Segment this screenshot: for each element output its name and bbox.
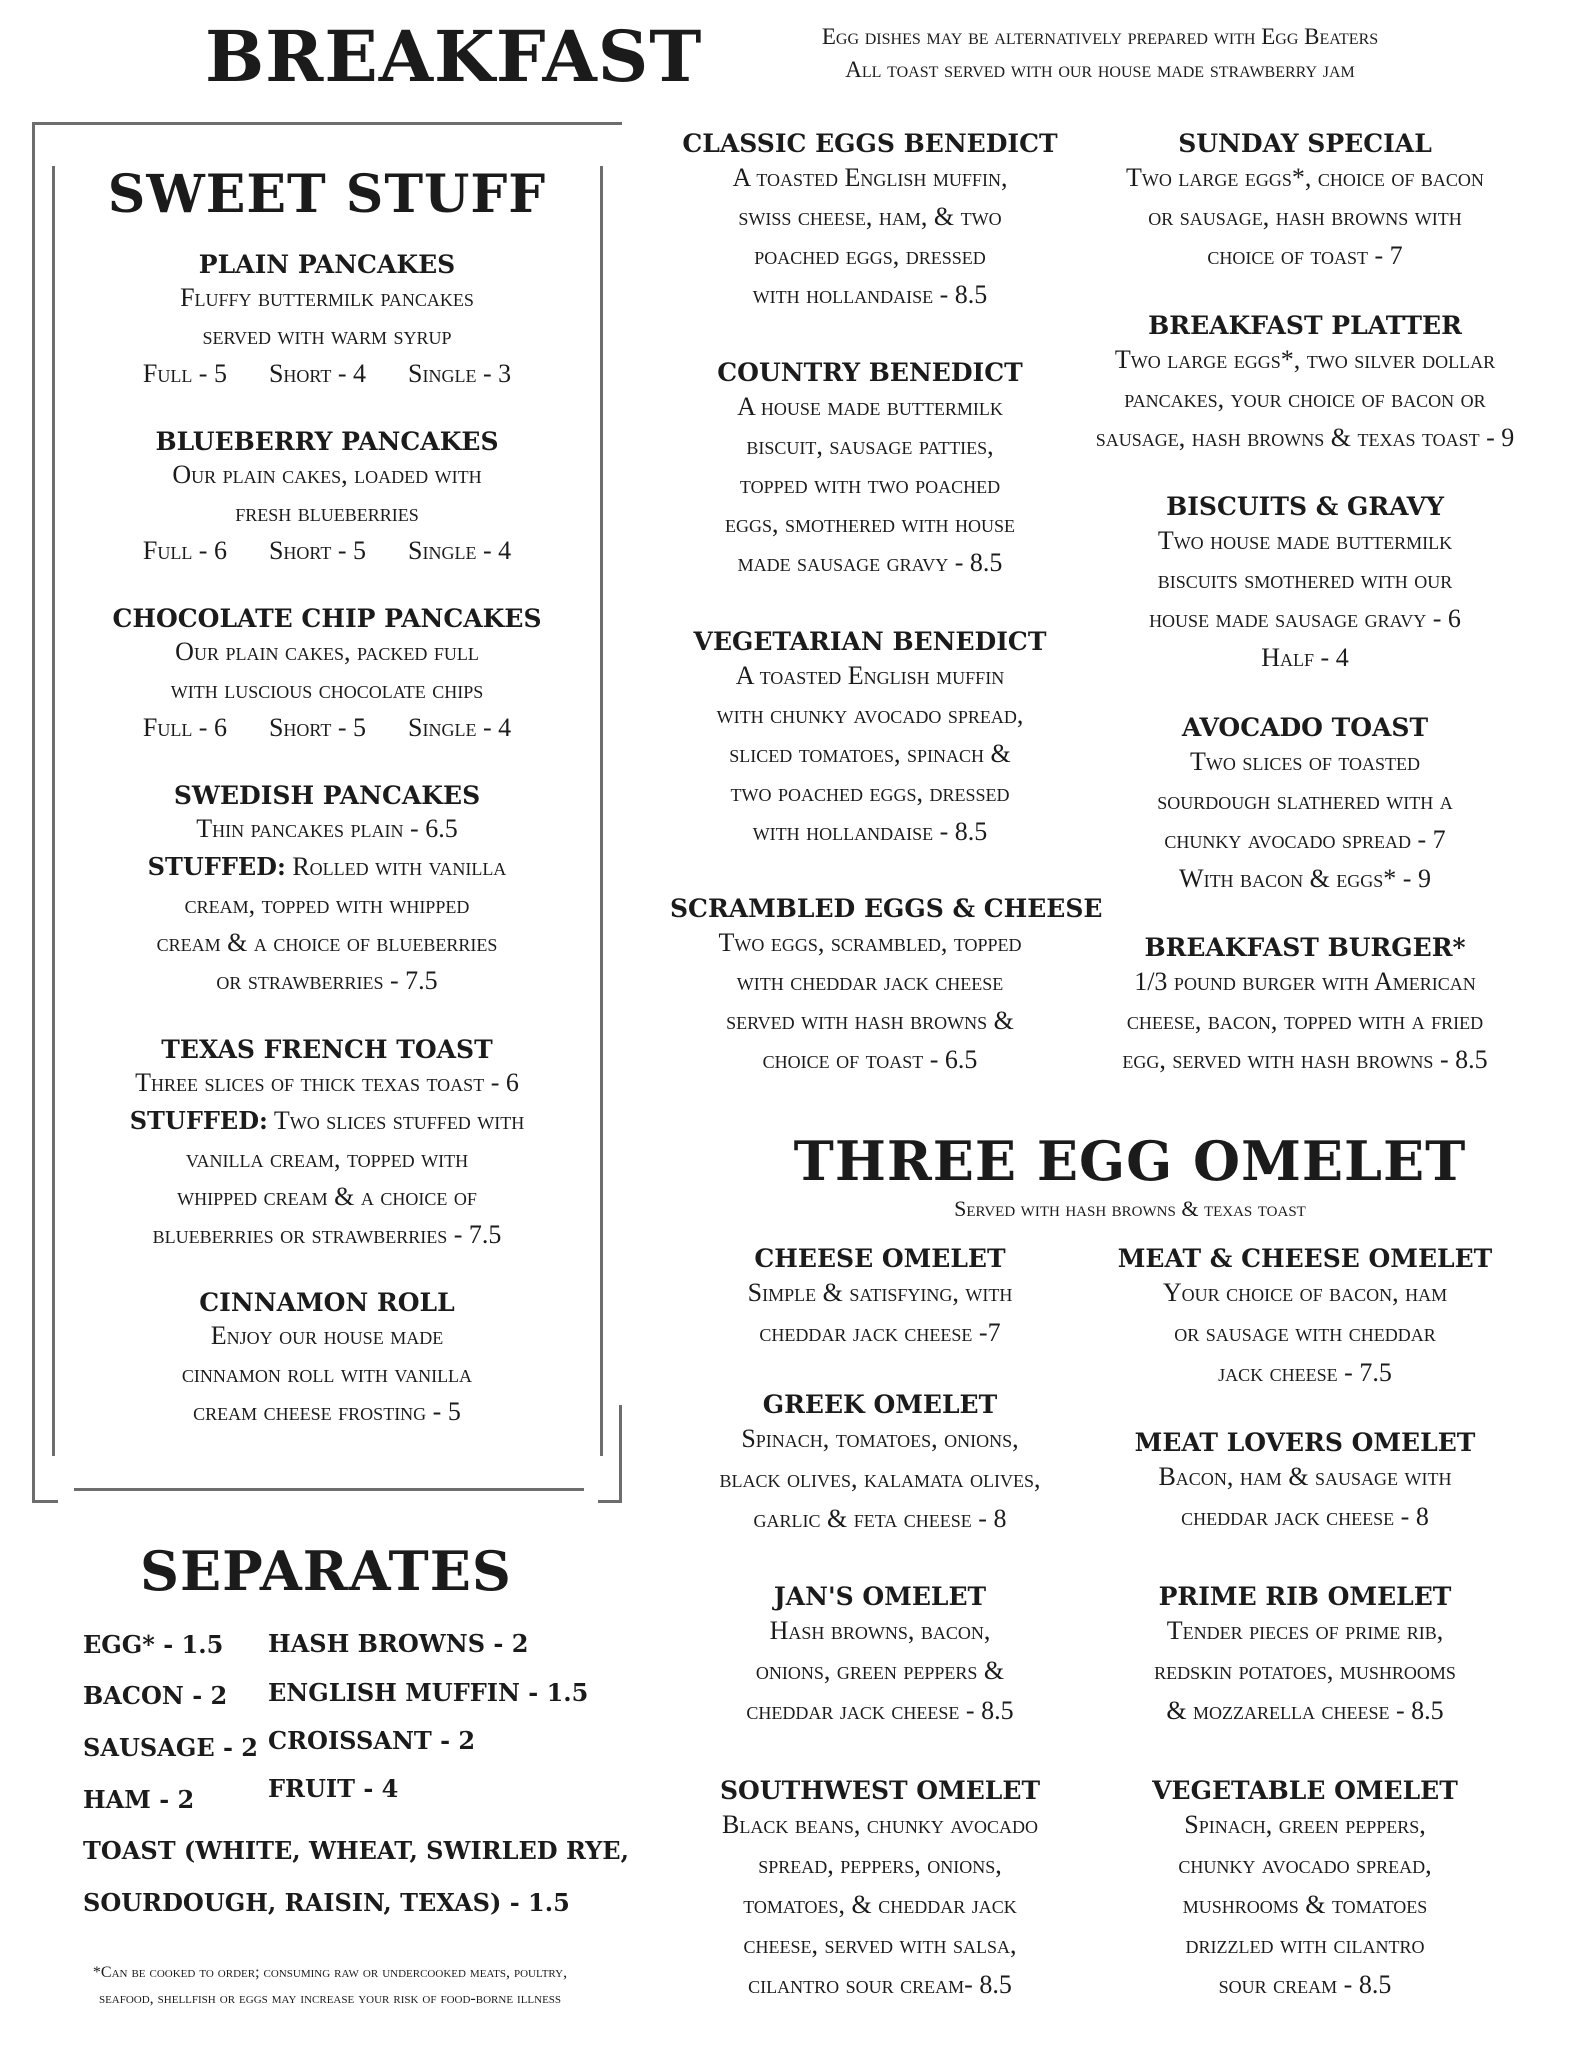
separate-item: EGG* - 1.5 <box>83 1630 224 1659</box>
item-description: Three slices of thick texas toast - 6 STUFFED: Two slices stuffed with vanilla cream, topped with whipped cream & a choice of blueberries or strawberries - 7.5 <box>129 1068 525 1249</box>
frame-line <box>598 1500 622 1503</box>
menu-item-meat-lovers-omelet <box>1090 1428 1520 1537</box>
menu-item-classic-eggs-benedict <box>670 129 1070 314</box>
omelet-section-title: THREE EGG OMELET <box>793 1129 1467 1193</box>
item-name: AVOCADO TOAST <box>1181 713 1429 742</box>
item-description: Simple & satisfying, with cheddar jack cheese -7 <box>747 1278 1013 1347</box>
separate-toast: SOURDOUGH, RAISIN, TEXAS) - 1.5 <box>83 1888 570 1917</box>
item-name: BLUEBERRY PANCAKES <box>155 427 499 456</box>
item-description: Hash browns, bacon, onions, green peppers & cheddar jack cheese - 8.5 <box>746 1616 1014 1725</box>
menu-item-swedish-pancakes <box>52 781 602 1000</box>
menu-item-chocolate-chip-pancakes <box>52 604 602 747</box>
frame-line <box>32 122 622 125</box>
menu-item-country-benedict <box>670 358 1070 582</box>
menu-item-blueberry-pancakes <box>52 427 602 570</box>
item-description: Two large eggs*, two silver dollar pancakes, your choice of bacon or sausage, hash browns & texas toast - 9 <box>1095 345 1515 452</box>
item-description: Our plain cakes, packed full with luscious chocolate chips Full - 6 Short - 5 Single - 4 <box>142 637 512 742</box>
header-note: Egg dishes may be alternatively prepared with Egg Beaters <box>821 24 1379 49</box>
menu-item-plain-pancakes <box>52 250 602 393</box>
item-name: BREAKFAST PLATTER <box>1148 311 1462 340</box>
menu-item-meat-cheese-omelet <box>1090 1244 1520 1393</box>
item-name: COUNTRY BENEDICT <box>717 358 1023 387</box>
item-name: GREEK OMELET <box>762 1390 998 1419</box>
menu-item-breakfast-burger <box>1060 933 1550 1079</box>
item-name: CLASSIC EGGS BENEDICT <box>682 129 1058 158</box>
footnote-line: *Can be cooked to order; consuming raw or undercooked meats, poultry, <box>92 1964 568 1981</box>
item-description: Fluffy buttermilk pancakes served with warm syrup Full - 5 Short - 4 Single - 3 <box>142 283 512 388</box>
menu-item-southwest-omelet <box>680 1776 1080 2005</box>
item-description: Black beans, chunky avocado spread, peppers, onions, tomatoes, & cheddar jack cheese, served with salsa, cilantro sour cream- 8.5 <box>721 1810 1039 1999</box>
frame-line <box>32 122 35 1502</box>
item-description: Two large eggs*, choice of bacon or sausage, hash browns with choice of toast - 7 <box>1126 163 1484 270</box>
item-name: PRIME RIB OMELET <box>1158 1582 1452 1611</box>
omelet-section-subtitle: Served with hash browns & texas toast <box>954 1196 1306 1221</box>
header-notes <box>700 20 1500 86</box>
menu-item-jans-omelet <box>680 1582 1080 1731</box>
item-description: Our plain cakes, loaded with fresh blueberries Full - 6 Short - 5 Single - 4 <box>142 460 512 565</box>
menu-item-greek-omelet <box>680 1390 1080 1539</box>
item-name: CHEESE OMELET <box>754 1244 1006 1273</box>
item-description: Spinach, tomatoes, onions, black olives, kalamata olives, garlic & feta cheese - 8 <box>719 1424 1041 1533</box>
menu-item-sunday-special <box>1075 129 1535 275</box>
separate-item: CROISSANT - 2 <box>268 1726 476 1755</box>
item-name: VEGETABLE OMELET <box>1152 1776 1458 1805</box>
item-description: Two slices of toasted sourdough slathered with a chunky avocado spread - 7 With bacon & eggs* - 9 <box>1157 747 1453 893</box>
menu-item-cheese-omelet <box>680 1244 1080 1353</box>
menu-item-scrambled-eggs-cheese <box>670 894 1103 1079</box>
item-name: CHOCOLATE CHIP PANCAKES <box>112 604 542 633</box>
menu-item-avocado-toast <box>1075 713 1535 898</box>
item-description: Two house made buttermilk biscuits smothered with our house made sausage gravy - 6 Half - 4 <box>1149 526 1461 672</box>
item-name: JAN'S OMELET <box>773 1582 987 1611</box>
item-name: MEAT LOVERS OMELET <box>1134 1428 1476 1457</box>
separate-item: HASH BROWNS - 2 <box>268 1629 529 1658</box>
frame-line <box>32 1500 58 1503</box>
header-note: All toast served with our house made strawberry jam <box>845 57 1355 82</box>
item-description: Tender pieces of prime rib, redskin potatoes, mushrooms & mozzarella cheese - 8.5 <box>1154 1616 1456 1725</box>
footnote-line: seafood, shellfish or eggs may increase your risk of food-borne illness <box>98 1990 562 2007</box>
separate-toast: TOAST (WHITE, WHEAT, SWIRLED RYE, <box>83 1836 629 1865</box>
item-description: Thin pancakes plain - 6.5 STUFFED: Rolled with vanilla cream, topped with whipped cream & a choice of blueberries or strawberries - 7.5 <box>147 814 507 995</box>
item-description: Bacon, ham & sausage with cheddar jack cheese - 8 <box>1158 1462 1452 1531</box>
separate-item: BACON - 2 <box>83 1681 228 1710</box>
item-name: SWEDISH PANCAKES <box>173 781 481 810</box>
separates-title: SEPARATES <box>140 1539 512 1603</box>
menu-item-cinnamon-roll <box>52 1288 602 1431</box>
menu-item-biscuits-gravy <box>1075 492 1535 677</box>
separate-item: SAUSAGE - 2 <box>83 1733 258 1762</box>
item-description: A toasted English muffin, swiss cheese, ham, & two poached eggs, dressed with hollandaise - 8.5 <box>732 163 1008 309</box>
page-title: BREAKFAST <box>205 15 703 98</box>
item-name: VEGETARIAN BENEDICT <box>693 627 1047 656</box>
menu-item-texas-french-toast <box>52 1035 602 1254</box>
item-name: TEXAS FRENCH TOAST <box>161 1035 493 1064</box>
separate-item: FRUIT - 4 <box>268 1774 399 1803</box>
item-description: A house made buttermilk biscuit, sausage patties, topped with two poached eggs, smothered with house made sausage gravy - 8.5 <box>725 392 1015 577</box>
item-name: MEAT & CHEESE OMELET <box>1117 1244 1493 1273</box>
item-name: CINNAMON ROLL <box>199 1288 455 1317</box>
item-description: Spinach, green peppers, chunky avocado spread, mushrooms & tomatoes drizzled with cilantro sour cream - 8.5 <box>1178 1810 1432 1999</box>
item-name: PLAIN PANCAKES <box>198 250 456 279</box>
item-description: A toasted English muffin with chunky avocado spread, sliced tomatoes, spinach & two poached eggs, dressed with hollandaise - 8.5 <box>716 661 1024 846</box>
stuffed-label: STUFFED: <box>129 1106 268 1135</box>
stuffed-label: STUFFED: <box>147 852 286 881</box>
menu-item-vegetable-omelet <box>1090 1776 1520 2005</box>
footnote <box>20 1960 640 2012</box>
separate-item: ENGLISH MUFFIN - 1.5 <box>268 1678 589 1707</box>
item-description: Enjoy our house made cinnamon roll with vanilla cream cheese frosting - 5 <box>181 1321 473 1426</box>
sweet-stuff-title: SWEET STUFF <box>107 164 547 225</box>
menu-item-prime-rib-omelet <box>1090 1582 1520 1731</box>
frame-line <box>619 1405 622 1500</box>
item-name: SCRAMBLED EGGS & CHEESE <box>670 894 1103 923</box>
item-description: Your choice of bacon, ham or sausage with cheddar jack cheese - 7.5 <box>1162 1278 1448 1387</box>
menu-item-breakfast-platter <box>1050 311 1560 457</box>
item-name: BISCUITS & GRAVY <box>1166 492 1444 521</box>
item-description: Two eggs, scrambled, topped with cheddar jack cheese served with hash browns & choice of toast - 6.5 <box>718 928 1022 1074</box>
menu-item-vegetarian-benedict <box>670 627 1070 851</box>
item-name: SOUTHWEST OMELET <box>719 1776 1041 1805</box>
separate-item: HAM - 2 <box>83 1785 195 1814</box>
item-name: SUNDAY SPECIAL <box>1178 129 1432 158</box>
item-description: 1/3 pound burger with American cheese, bacon, topped with a fried egg, served with hash browns - 8.5 <box>1122 967 1488 1074</box>
frame-line <box>74 1488 584 1491</box>
item-name: BREAKFAST BURGER* <box>1144 933 1466 962</box>
